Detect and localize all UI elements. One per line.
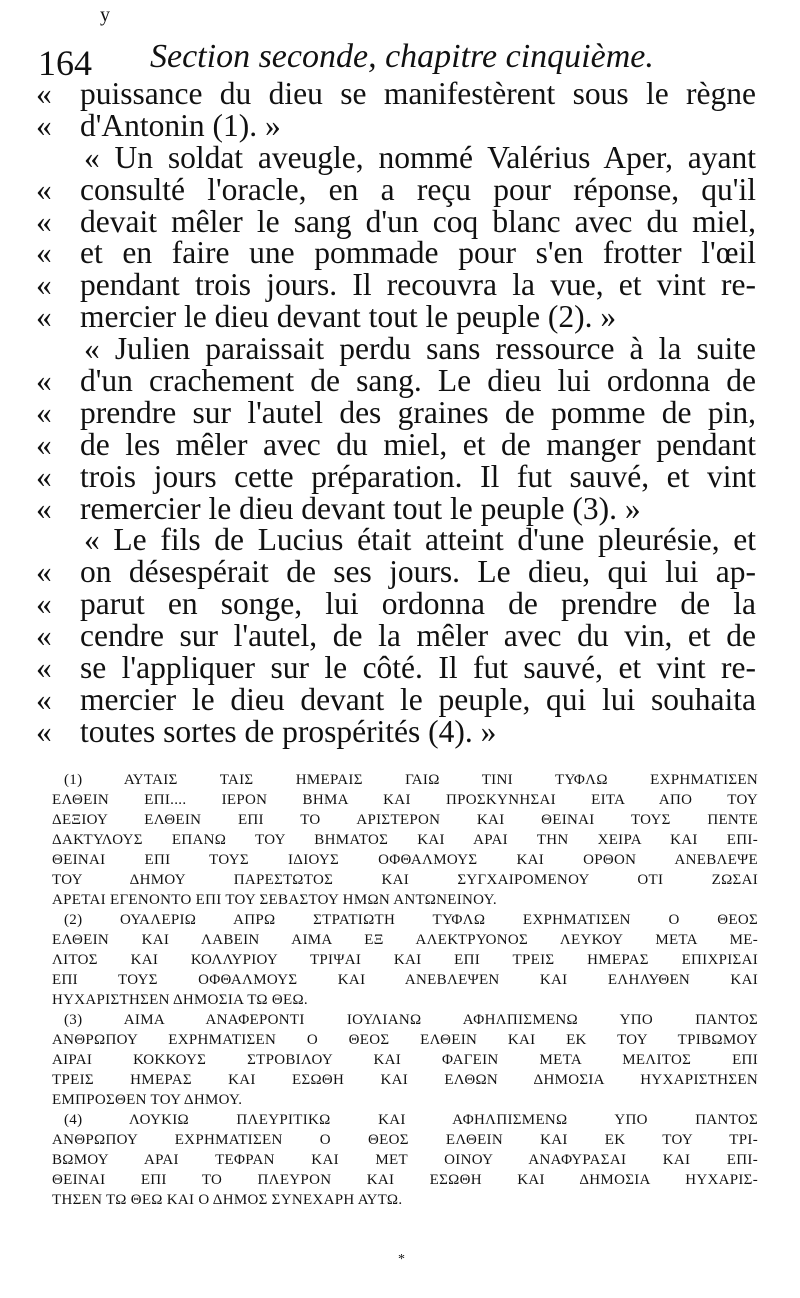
footnote-line xyxy=(0,790,800,810)
footnote-text: ΤΟΥ ΔΗΜΟΥ ΠΑΡΕΣΤΩΤΟΣ ΚΑΙ ΣΥΓΧΑΙΡΟΜΕΝΟΥ ΟΤΙ ΖΩΣΑΙ xyxy=(52,872,758,888)
footnote-line xyxy=(0,890,800,910)
footnote-text: ΘΕΙΝΑΙ ΕΠΙ ΤΟΥΣ ΙΔΙΟΥΣ ΟΦΘΑΛΜΟΥΣ ΚΑΙ ΟΡΘΟΝ ΑΝΕΒΛΕΨΕ xyxy=(52,852,758,868)
quote-mark: « xyxy=(36,713,52,749)
footnote-line xyxy=(0,830,800,850)
text-line xyxy=(0,394,800,430)
quote-mark: « xyxy=(36,650,52,686)
text-line xyxy=(0,458,800,494)
line-text: d'un crachement de sang. Le dieu lui ordonna de xyxy=(80,363,756,399)
line-text: on désespérait de ses jours. Le dieu, qui lui ap- xyxy=(80,554,756,590)
bottom-print-mark: * xyxy=(398,1252,405,1267)
top-print-mark: y xyxy=(100,4,110,26)
line-text: « Le fils de Lucius était atteint d'une pleurésie, et xyxy=(84,522,756,558)
quote-mark: « xyxy=(36,618,52,654)
footnote-line xyxy=(0,930,800,950)
quote-mark: « xyxy=(36,107,52,143)
body-text xyxy=(0,78,800,748)
footnote-text: ΔΑΚΤΥΛΟΥΣ ΕΠΑΝΩ ΤΟΥ ΒΗΜΑΤΟΣ ΚΑΙ ΑΡΑΙ ΤΗΝ ΧΕΙΡΑ ΚΑΙ ΕΠΙ- xyxy=(52,832,758,848)
footnote-line xyxy=(0,810,800,830)
line-text: prendre sur l'autel des graines de pomme de pin, xyxy=(80,394,756,430)
footnote-line xyxy=(0,1110,800,1130)
quote-mark: « xyxy=(36,76,52,111)
footnote-text: ΕΜΠΡΟΣΘΕΝ ΤΟΥ ΔΗΜΟΥ. xyxy=(52,1092,243,1108)
line-text: se l'appliquer sur le côté. Il fut sauvé, et vint re- xyxy=(80,650,756,686)
line-text: de les mêler avec du miel, et de manger pendant xyxy=(80,426,756,462)
footnote-text: ΑΙΡΑΙ ΚΟΚΚΟΥΣ ΣΤΡΟΒΙΛΟΥ ΚΑΙ ΦΑΓΕΙΝ ΜΕΤΑ ΜΕΛΙΤΟΣ ΕΠΙ xyxy=(52,1052,758,1068)
line-text: « Julien paraissait perdu sans ressource à la suite xyxy=(84,331,756,367)
text-line xyxy=(0,269,800,301)
quote-mark: « xyxy=(36,235,52,271)
quote-mark: « xyxy=(36,490,52,526)
footnote-text: ΕΠΙ ΤΟΥΣ ΟΦΘΑΛΜΟΥΣ ΚΑΙ ΑΝΕΒΛΕΨΕΝ ΚΑΙ ΕΛΗΛΥΘΕΝ ΚΑΙ xyxy=(52,972,758,988)
quote-mark: « xyxy=(36,363,52,399)
footnote-line xyxy=(0,770,800,790)
text-line xyxy=(0,652,800,684)
footnote-line xyxy=(0,990,800,1010)
line-text: devait mêler le sang d'un coq blanc avec du miel, xyxy=(80,203,756,239)
footnote-line xyxy=(0,1030,800,1050)
text-line xyxy=(0,426,800,462)
text-line xyxy=(0,490,800,526)
footnote-text: ΑΡΕΤΑΙ ΕΓΕΝΟΝΤΟ ΕΠΙ ΤΟΥ ΣΕΒΑΣΤΟΥ ΗΜΩΝ ΑΝΤΩΝΕΙΝΟΥ. xyxy=(52,892,497,908)
line-text: puissance du dieu se manifestèrent sous le règne xyxy=(80,76,756,111)
footnote-text: ΛΙΤΟΣ ΚΑΙ ΚΟΛΛΥΡΙΟΥ ΤΡΙΨΑΙ ΚΑΙ ΕΠΙ ΤΡΕΙΣ ΗΜΕΡΑΣ ΕΠΙΧΡΙΣΑΙ xyxy=(52,952,758,968)
footnote-text: ΤΗΣΕΝ ΤΩ ΘΕΩ ΚΑΙ Ο ΔΗΜΟΣ ΣΥΝΕΧΑΡΗ ΑΥΤΩ. xyxy=(52,1192,403,1208)
quote-mark: « xyxy=(36,171,52,207)
quote-mark: « xyxy=(36,394,52,430)
text-line xyxy=(0,681,800,717)
line-text: remercier le dieu devant tout le peuple (3). » xyxy=(80,490,641,526)
quote-mark: « xyxy=(36,299,52,335)
footnote-line xyxy=(0,1150,800,1170)
quote-mark: « xyxy=(36,586,52,622)
footnote-text: ΒΩΜΟΥ ΑΡΑΙ ΤΕΦΡΑΝ ΚΑΙ ΜΕΤ ΟΙΝΟΥ ΑΝΑΦΥΡΑΣΑΙ ΚΑΙ ΕΠΙ- xyxy=(52,1152,758,1168)
text-line xyxy=(0,78,800,110)
text-line xyxy=(0,620,800,652)
footnote-line xyxy=(0,1190,800,1210)
footnotes xyxy=(0,770,800,1210)
footnote-text: ΤΡΕΙΣ ΗΜΕΡΑΣ ΚΑΙ ΕΣΩΘΗ ΚΑΙ ΕΛΘΩΝ ΔΗΜΟΣΙΑ ΗΥΧΑΡΙΣΤΗΣΕΝ xyxy=(52,1072,758,1088)
line-text: trois jours cette préparation. Il fut sauvé, et vint xyxy=(80,458,756,494)
footnote-line xyxy=(0,970,800,990)
text-line xyxy=(0,588,800,620)
page-number: 164 xyxy=(38,43,92,83)
footnote-text: ΕΛΘΕΙΝ ΚΑΙ ΛΑΒΕΙΝ ΑΙΜΑ ΕΞ ΑΛΕΚΤΡΥΟΝΟΣ ΛΕΥΚΟΥ ΜΕΤΑ ΜΕ- xyxy=(52,932,758,948)
line-text: toutes sortes de prospérités (4). » xyxy=(80,713,497,749)
quote-mark: « xyxy=(36,426,52,462)
footnote-line xyxy=(0,1070,800,1090)
text-line xyxy=(0,556,800,588)
line-text: cendre sur l'autel, de la mêler avec du vin, et de xyxy=(80,618,756,654)
quote-mark: « xyxy=(36,458,52,494)
running-head: Section seconde, chapitre cinquième. xyxy=(150,38,654,75)
footnote-text: ΗΥΧΑΡΙΣΤΗΣΕΝ ΔΗΜΟΣΙΑ ΤΩ ΘΕΩ. xyxy=(52,992,308,1008)
quote-mark: « xyxy=(36,554,52,590)
page-header xyxy=(38,32,768,83)
quote-mark: « xyxy=(36,203,52,239)
footnote-line xyxy=(0,1130,800,1150)
line-text: « Un soldat aveugle, nommé Valérius Aper, ayant xyxy=(84,139,756,175)
line-text: d'Antonin (1). » xyxy=(80,107,281,143)
footnote-line xyxy=(0,850,800,870)
text-line xyxy=(0,107,800,143)
line-text: pendant trois jours. Il recouvra la vue, et vint re- xyxy=(80,267,756,303)
text-line xyxy=(0,171,800,207)
footnote-line xyxy=(0,1090,800,1110)
text-line xyxy=(0,237,800,269)
footnote-line xyxy=(0,1170,800,1190)
footnote-text: ΑΝΘΡΩΠΟΥ ΕΧΡΗΜΑΤΙΣΕΝ Ο ΘΕΟΣ ΕΛΘΕΙΝ ΚΑΙ ΕΚ ΤΟΥ ΤΡΙΒΩΜΟΥ xyxy=(52,1032,758,1048)
quote-mark: « xyxy=(36,681,52,717)
footnote-line xyxy=(0,1010,800,1030)
text-line xyxy=(0,524,800,556)
text-line xyxy=(0,333,800,365)
line-text: mercier le dieu devant le peuple, qui lui souhaita xyxy=(80,681,756,717)
footnote-text: (3) ΑΙΜΑ ΑΝΑΦΕΡΟΝΤΙ ΙΟΥΛΙΑΝΩ ΑΦΗΛΠΙΣΜΕΝΩ ΥΠΟ ΠΑΝΤΟΣ xyxy=(64,1012,758,1028)
footnote-text: ΕΛΘΕΙΝ ΕΠΙ.... ΙΕΡΟΝ ΒΗΜΑ ΚΑΙ ΠΡΟΣΚΥΝΗΣΑΙ ΕΙΤΑ ΑΠΟ ΤΟΥ xyxy=(52,792,758,808)
footnote-text: (4) ΛΟΥΚΙΩ ΠΛΕΥΡΙΤΙΚΩ ΚΑΙ ΑΦΗΛΠΙΣΜΕΝΩ ΥΠΟ ΠΑΝΤΟΣ xyxy=(64,1112,758,1128)
footnote-line xyxy=(0,910,800,930)
quote-mark: « xyxy=(36,267,52,303)
line-text: et en faire une pommade pour s'en frotter l'œil xyxy=(80,235,756,271)
footnote-line xyxy=(0,950,800,970)
footnote-text: ΔΕΞΙΟΥ ΕΛΘΕΙΝ ΕΠΙ ΤΟ ΑΡΙΣΤΕΡΟΝ ΚΑΙ ΘΕΙΝΑΙ ΤΟΥΣ ΠΕΝΤΕ xyxy=(52,812,758,828)
text-line xyxy=(0,713,800,749)
text-line xyxy=(0,301,800,333)
footnote-text: ΘΕΙΝΑΙ ΕΠΙ ΤΟ ΠΛΕΥΡΟΝ ΚΑΙ ΕΣΩΘΗ ΚΑΙ ΔΗΜΟΣΙΑ ΗΥΧΑΡΙΣ- xyxy=(52,1172,758,1188)
footnote-text: ΑΝΘΡΩΠΟΥ ΕΧΡΗΜΑΤΙΣΕΝ Ο ΘΕΟΣ ΕΛΘΕΙΝ ΚΑΙ ΕΚ ΤΟΥ ΤΡΙ- xyxy=(52,1132,758,1148)
line-text: consulté l'oracle, en a reçu pour réponse, qu'il xyxy=(80,171,756,207)
text-line xyxy=(0,365,800,397)
footnote-line xyxy=(0,870,800,890)
text-line xyxy=(0,139,800,175)
line-text: mercier le dieu devant tout le peuple (2). » xyxy=(80,299,617,335)
footnote-text: (1) ΑΥΤΑΙΣ ΤΑΙΣ ΗΜΕΡΑΙΣ ΓΑΙΩ ΤΙΝΙ ΤΥΦΛΩ ΕΧΡΗΜΑΤΙΣΕΝ xyxy=(64,772,758,788)
footnote-text: (2) ΟΥΑΛΕΡΙΩ ΑΠΡΩ ΣΤΡΑΤΙΩΤΗ ΤΥΦΛΩ ΕΧΡΗΜΑΤΙΣΕΝ Ο ΘΕΟΣ xyxy=(64,912,758,928)
line-text: parut en songe, lui ordonna de prendre de la xyxy=(80,586,756,622)
text-line xyxy=(0,203,800,239)
footnote-line xyxy=(0,1050,800,1070)
